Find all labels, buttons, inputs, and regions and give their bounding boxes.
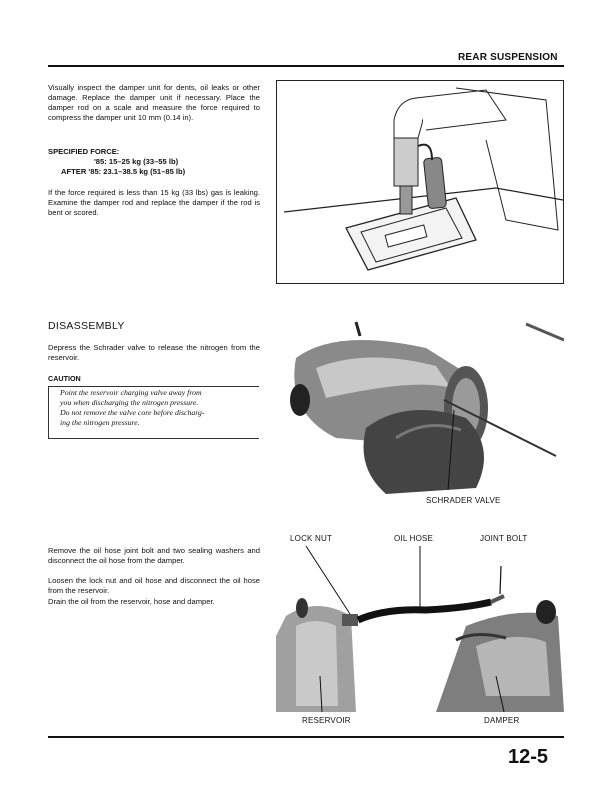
footer-rule [48,736,564,738]
section-header: REAR SUSPENSION [458,52,558,63]
oil-hose-photo [276,546,564,712]
disassembly-paragraph: Depress the Schrader valve to release the nitrogen from the reservoir. [48,343,260,362]
oil-hose-label: OIL HOSE [394,534,434,543]
caution-label: CAUTION [48,374,81,383]
caution-line: Do not remove the valve core before discharg- [60,408,205,417]
hose-step-1: Remove the oil hose joint bolt and two sealing washers and disconnect the oil hose from the damper. [48,546,260,565]
disassembly-title: DISASSEMBLY [48,320,125,332]
damper-scale-figure [276,80,564,284]
hose-step-3: Drain the oil from the reservoir, hose and damper. [48,597,215,606]
spec-85: '85: 15–25 kg (33–55 lb) [94,157,179,166]
schrader-valve-photo [276,318,564,494]
joint-bolt-label: JOINT BOLT [480,534,528,543]
page-number: 12-5 [508,746,549,768]
damper-label: DAMPER [484,716,520,725]
caution-line: you when discharging the nitrogen pressure. [60,398,199,407]
lock-nut-label: LOCK NUT [290,534,333,543]
caution-line: ing the nitrogen pressure. [60,418,140,427]
hose-step-2: Loosen the lock nut and oil hose and disconnect the oil hose from the reservoir. [48,576,260,595]
spec-after-85: AFTER '85: 23.1–38.5 kg (51–85 lb) [61,167,186,176]
header-rule [48,65,564,67]
caution-line: Point the reservoir charging valve away from [60,388,202,397]
inspection-paragraph: Visually inspect the damper unit for dents, oil leaks or other damage. Replace the damper unit if necessary. Place the damper rod on a scale and measure the force required to compress the damper unit 10 mm (0.14 in). [48,83,260,122]
inspection-followup: If the force required is less than 15 kg (33 lbs) gas is leaking. Examine the damper rod and replace the damper if the rod is bent or scored. [48,188,260,217]
schrader-valve-caption: SCHRADER VALVE [426,496,501,505]
reservoir-label: RESERVOIR [302,716,351,725]
spec-label: SPECIFIED FORCE: [48,147,120,156]
